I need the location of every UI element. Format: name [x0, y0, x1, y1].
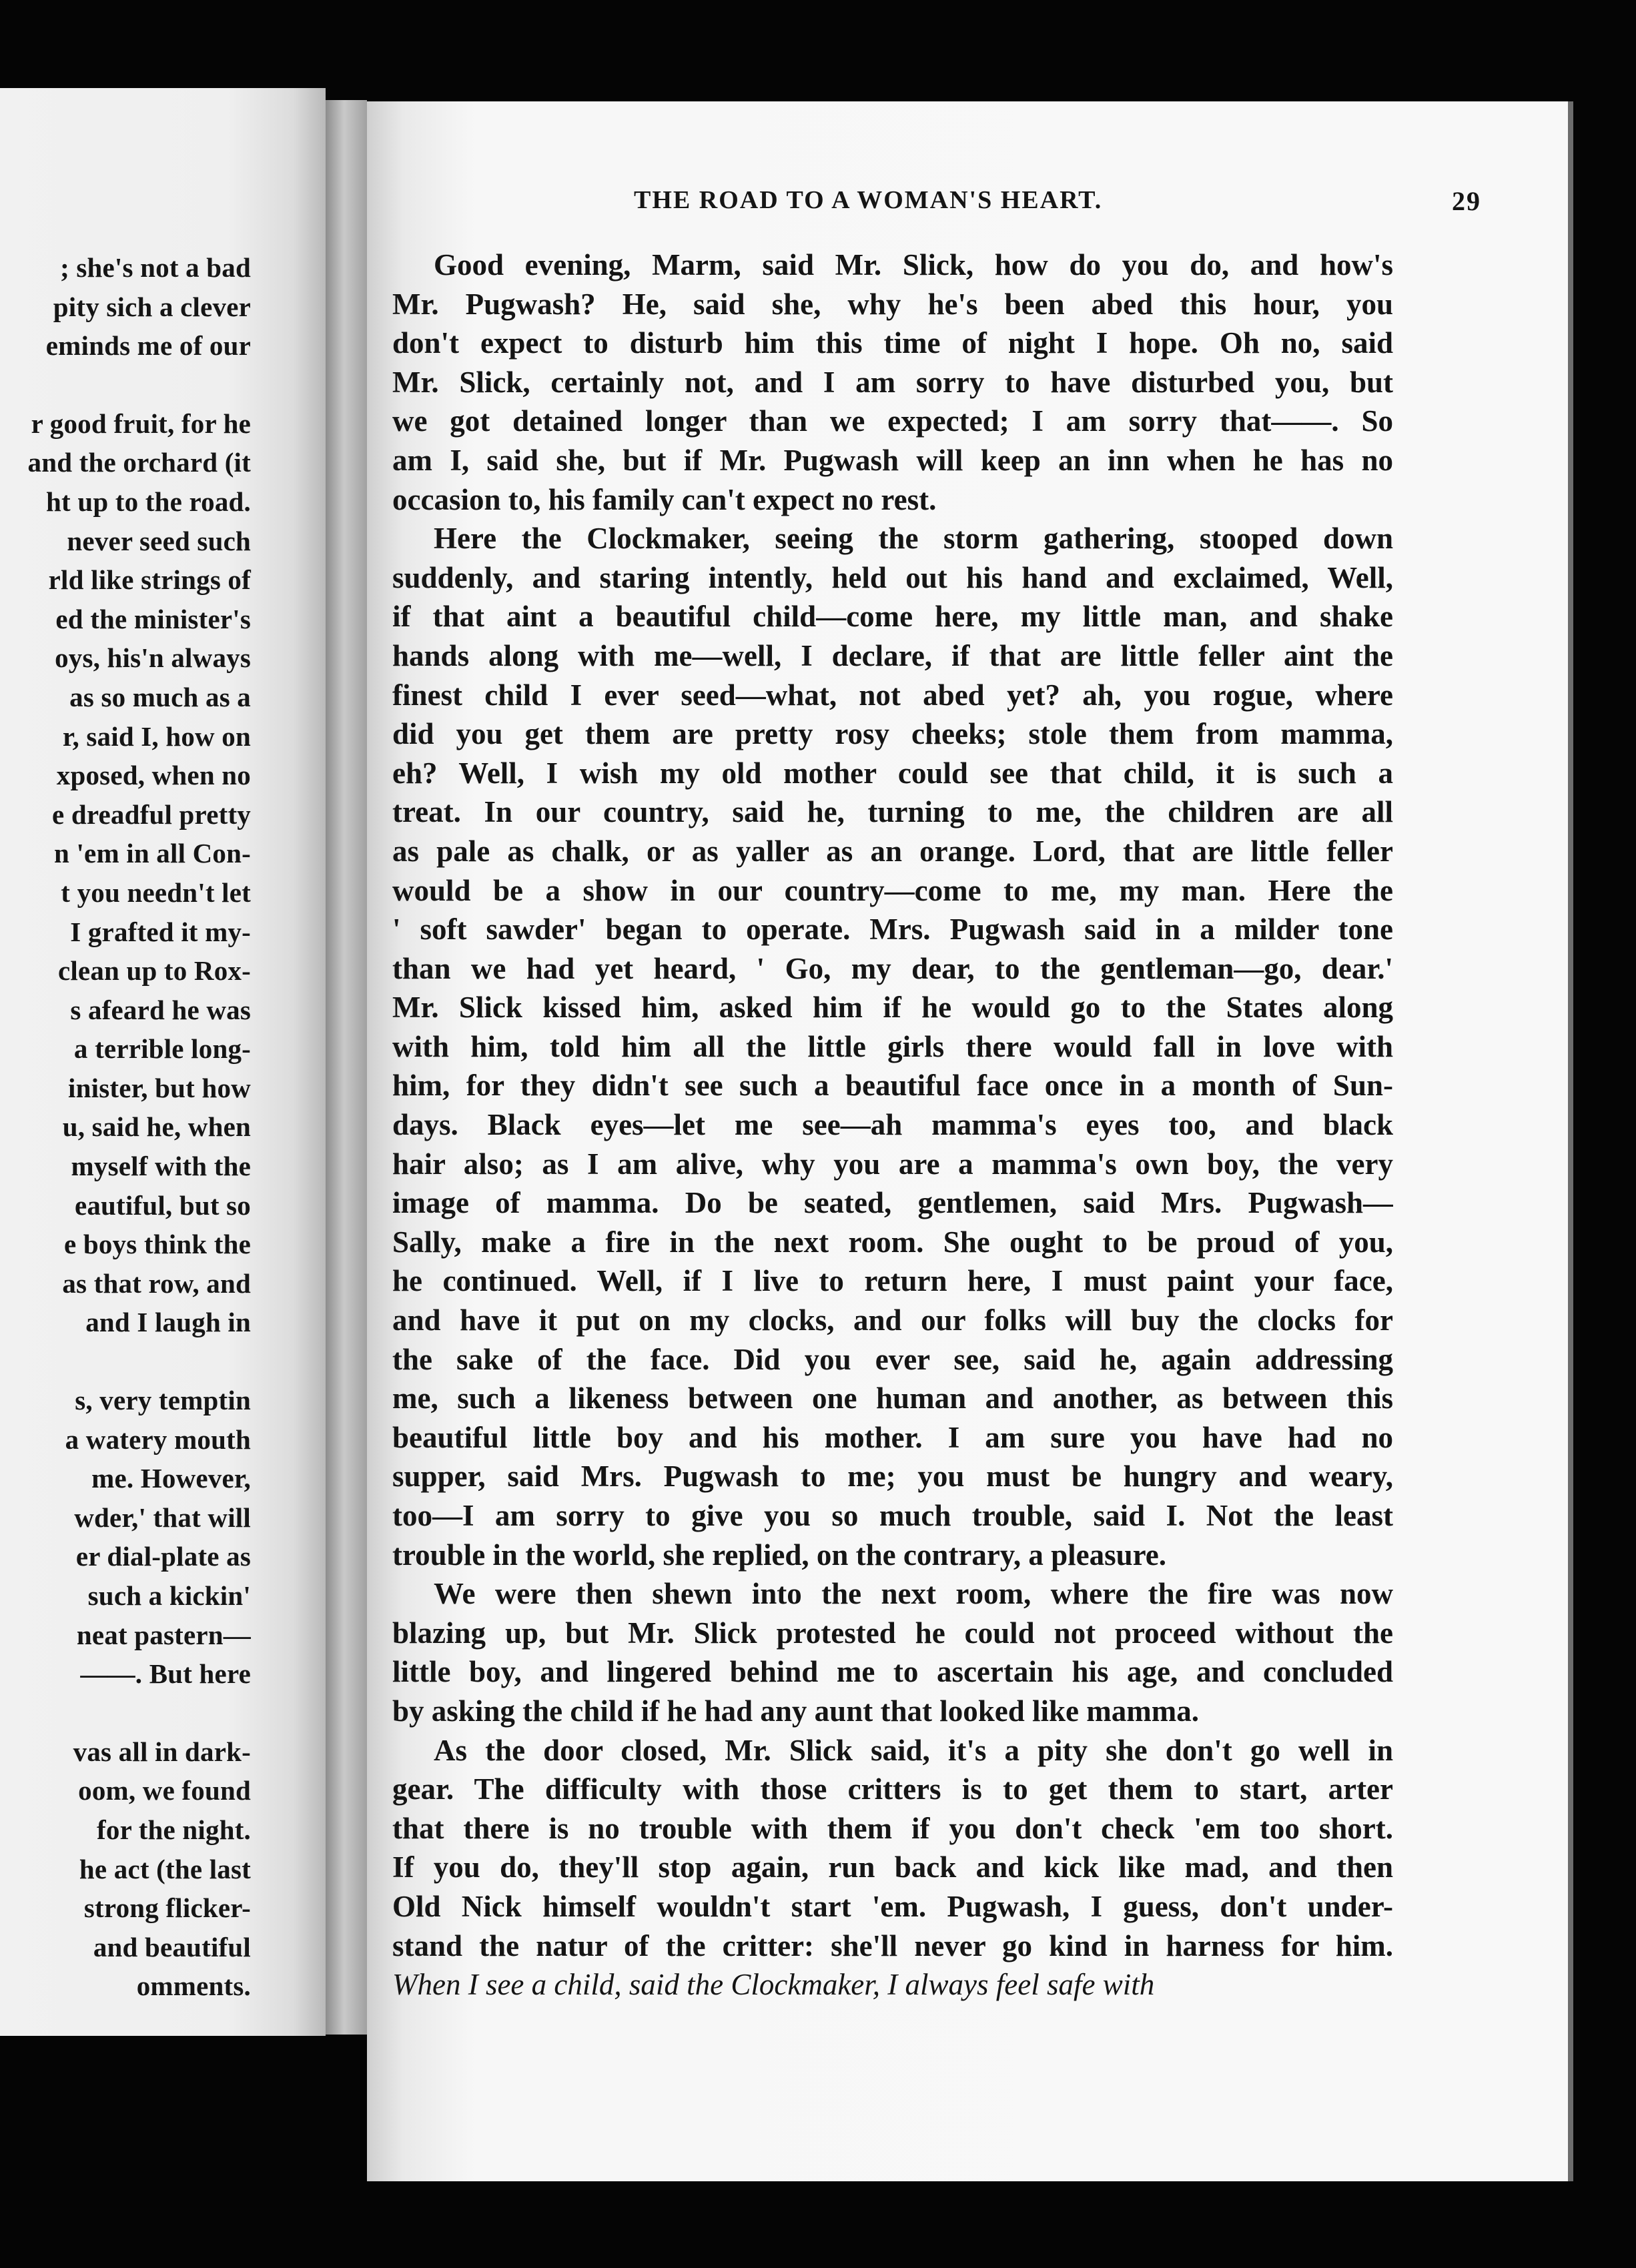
body-line: that there is no trouble with them if you don't check 'em too short. [392, 1811, 1393, 1845]
previous-page-line: a watery mouth [65, 1424, 251, 1455]
previous-page-line: a terrible long- [73, 1033, 251, 1065]
body-line: beautiful little boy and his mother. I am sure you have had no [392, 1420, 1393, 1454]
previous-page-line: such a kickin' [87, 1580, 251, 1611]
body-line: by asking the child if he had any aunt that looked like mamma. [392, 1694, 1199, 1728]
previous-page-line: oys, his'n always [55, 642, 251, 674]
body-line: am I, said she, but if Mr. Pugwash will keep an inn when he has no [392, 443, 1393, 477]
previous-page-line: neat pastern— [76, 1619, 251, 1650]
body-line: occasion to, his family can't expect no rest. [392, 482, 937, 516]
previous-page-line: he act (the last [79, 1853, 251, 1884]
body-line: days. Black eyes—let me see—ah mamma's eyes too, and black [392, 1108, 1393, 1142]
previous-page-line: r, said I, how on [62, 720, 251, 752]
body-line: Mr. Slick, certainly not, and I am sorry to have disturbed you, but [392, 365, 1393, 399]
body-line: When I see a child, said the Clockmaker, I always feel safe with [392, 1968, 1155, 2002]
previous-page [0, 88, 326, 2036]
previous-page-line: myself with the [71, 1151, 251, 1182]
body-text [392, 245, 1393, 2005]
previous-page-line: for the night. [97, 1814, 251, 1845]
body-line: Old Nick himself wouldn't start 'em. Pugwash, I guess, don't under- [392, 1889, 1393, 1923]
body-line: suddenly, and staring intently, held out his hand and exclaimed, Well, [392, 560, 1393, 594]
body-line: image of mamma. Do be seated, gentlemen, said Mrs. Pugwash— [392, 1186, 1393, 1220]
previous-page-line: and the orchard (it [27, 447, 251, 478]
current-page [367, 101, 1568, 2181]
previous-page-line: e dreadful pretty [52, 798, 251, 830]
body-line: him, for they didn't see such a beautiful face once in a month of Sun- [392, 1069, 1393, 1103]
body-line: Sally, make a fire in the next room. She ought to be proud of you, [392, 1225, 1393, 1259]
previous-page-line: u, said he, when [62, 1111, 251, 1143]
previous-page-line: eautiful, but so [74, 1189, 251, 1221]
page-header [634, 185, 1501, 225]
previous-page-line: pity sich a clever [53, 291, 251, 322]
body-line: he continued. Well, if I live to return here, I must paint your face, [392, 1264, 1393, 1298]
previous-page-line: me. However, [91, 1463, 251, 1494]
body-line: would be a show in our country—come to me, my man. Here the [392, 873, 1393, 907]
running-title: THE ROAD TO A WOMAN'S HEART. [634, 186, 1103, 214]
previous-page-line: rld like strings of [48, 564, 251, 596]
previous-page-line: ed the minister's [55, 603, 251, 634]
body-line: gear. The difficulty with those critters is to get them to start, arter [392, 1772, 1393, 1806]
body-line: hair also; as I am alive, why you are a mamma's own boy, the very [392, 1147, 1393, 1181]
page-edge [1568, 101, 1573, 2181]
body-line: we got detained longer than we expected; I am sorry that——. So [392, 404, 1393, 438]
body-line: the sake of the face. Did you ever see, said he, again addressing [392, 1342, 1393, 1376]
previous-page-line: never seed such [67, 525, 251, 556]
body-line: finest child I ever seed—what, not abed yet? ah, you rogue, where [392, 678, 1393, 712]
previous-page-line: as so much as a [69, 681, 251, 712]
body-line: little boy, and lingered behind me to ascertain his age, and concluded [392, 1655, 1393, 1689]
previous-page-line: ht up to the road. [46, 486, 251, 517]
body-line: Mr. Slick kissed him, asked him if he would go to the States along [392, 991, 1393, 1025]
body-line: did you get them are pretty rosy cheeks; stole them from mamma, [392, 717, 1393, 751]
body-line: with him, told him all the little girls there would fall in love with [392, 1029, 1393, 1063]
previous-page-line: e boys think the [63, 1229, 251, 1260]
previous-page-line: er dial-plate as [75, 1541, 251, 1572]
previous-page-line: clean up to Rox- [57, 955, 251, 987]
previous-page-line: ; she's not a bad [60, 252, 251, 283]
previous-page-line [28, 1342, 251, 1381]
previous-page-line: oom, we found [78, 1775, 251, 1806]
previous-page-text [28, 248, 251, 2006]
body-line: treat. In our country, said he, turning to me, the children are all [392, 795, 1393, 829]
previous-page-line: I grafted it my- [70, 916, 251, 947]
body-line: than we had yet heard, ' Go, my dear, to the gentleman—go, dear.' [392, 951, 1393, 985]
previous-page-line: and beautiful [93, 1931, 251, 1962]
body-line: ' soft sawder' began to operate. Mrs. Pugwash said in a milder tone [392, 913, 1393, 947]
previous-page-line: as that row, and [62, 1267, 251, 1299]
body-line: trouble in the world, she replied, on the contrary, a pleasure. [392, 1538, 1167, 1572]
previous-page-line: and I laugh in [85, 1307, 251, 1338]
previous-page-line: inister, but how [68, 1072, 251, 1103]
page-number: 29 [1452, 186, 1481, 216]
previous-page-line: eminds me of our [45, 330, 251, 362]
previous-page-line: s afeard he was [70, 994, 251, 1025]
previous-page-line: xposed, when no [56, 760, 251, 791]
body-line: too—I am sorry to give you so much trouble, said I. Not the least [392, 1499, 1393, 1532]
previous-page-line: n 'em in all Con- [54, 838, 251, 869]
body-line: if that aint a beautiful child—come here, my little man, and shake [392, 600, 1393, 634]
body-line: We were then shewn into the next room, where the fire was now [434, 1577, 1393, 1611]
body-line: don't expect to disturb him this time of night I hope. Oh no, said [392, 326, 1393, 360]
body-line: me, such a likeness between one human and another, as between this [392, 1381, 1393, 1415]
body-line: eh? Well, I wish my old mother could see that child, it is such a [392, 756, 1393, 790]
body-line: as pale as chalk, or as yaller as an orange. Lord, that are little feller [392, 834, 1393, 868]
previous-page-line: s, very temptin [75, 1385, 251, 1416]
previous-page-line: vas all in dark- [73, 1736, 251, 1767]
body-line: hands along with me—well, I declare, if that are little feller aint the [392, 638, 1393, 672]
body-line: If you do, they'll stop again, run back and kick like mad, and then [392, 1850, 1393, 1884]
previous-page-line: ——. But here [80, 1658, 251, 1690]
previous-page-line: r good fruit, for he [31, 408, 251, 439]
book-gutter [326, 100, 367, 2035]
body-line: Mr. Pugwash? He, said she, why he's been abed this hour, you [392, 287, 1393, 321]
body-line: Here the Clockmaker, seeing the storm gathering, stooped down [434, 522, 1393, 556]
previous-page-line [28, 1694, 251, 1732]
previous-page-line [28, 366, 251, 404]
body-line: As the door closed, Mr. Slick said, it's a pity she don't go well in [434, 1733, 1393, 1767]
body-line: blazing up, but Mr. Slick protested he could not proceed without the [392, 1616, 1393, 1650]
body-line: supper, said Mrs. Pugwash to me; you must be hungry and weary, [392, 1460, 1393, 1494]
previous-page-line: t you needn't let [61, 877, 251, 908]
body-line: stand the natur of the critter: she'll never go kind in harness for him. [392, 1928, 1393, 1962]
previous-page-line: strong flicker- [83, 1892, 251, 1924]
previous-page-line: omments. [136, 1970, 251, 2002]
body-line: and have it put on my clocks, and our folks will buy the clocks for [392, 1303, 1393, 1337]
body-line: Good evening, Marm, said Mr. Slick, how do you do, and how's [434, 248, 1393, 281]
previous-page-line: wder,' that will [74, 1502, 251, 1533]
